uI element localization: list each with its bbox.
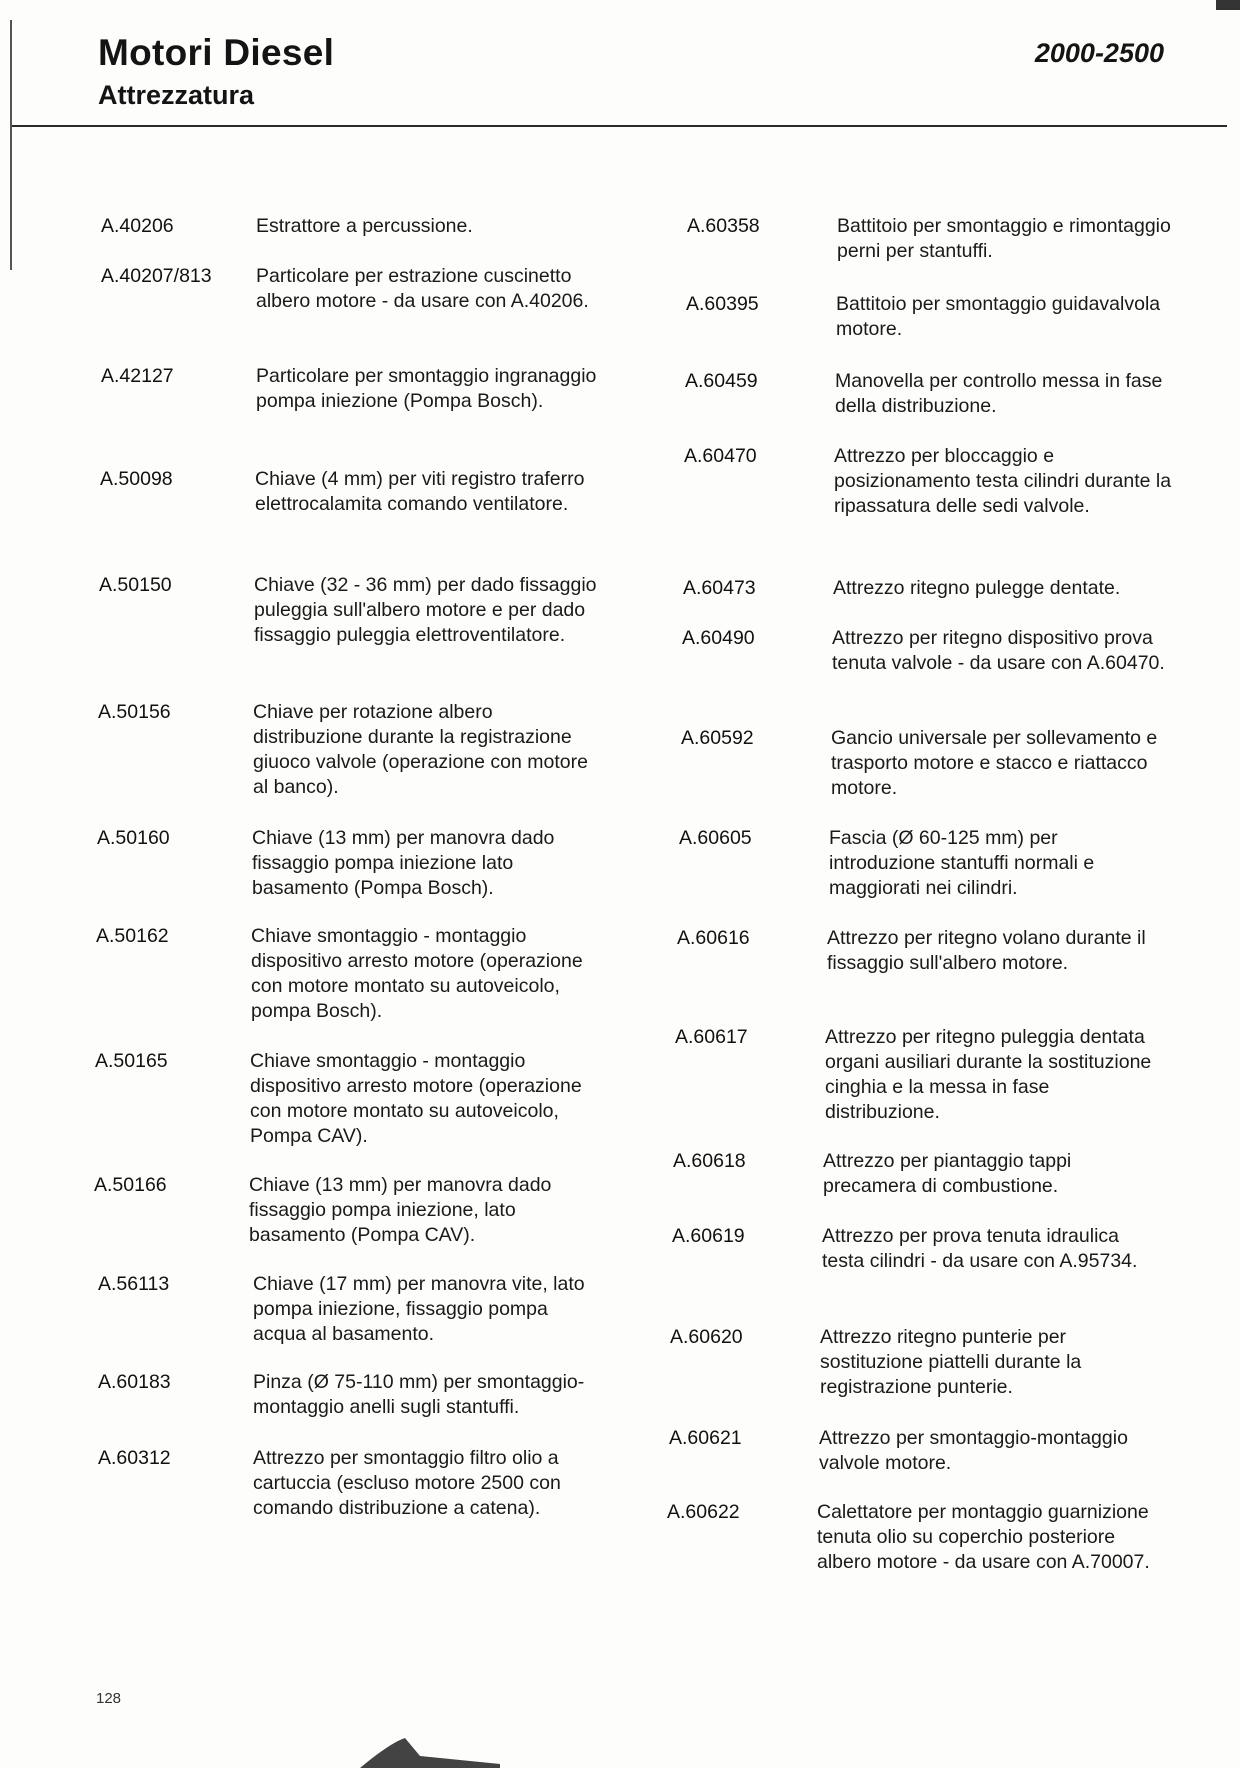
tool-description: Battitoio per smontaggio e rimontaggio perni per stantuffi. (837, 215, 1171, 262)
tool-description: Chiave smontaggio - montaggio dispositivo arresto motore (operazione con motore montato su autoveicolo, pompa Bosch). (251, 925, 583, 1022)
tool-description: Manovella per controllo messa in fase della distribuzione. (835, 370, 1163, 417)
header-divider (12, 125, 1227, 127)
tool-code: A.60621 (669, 1427, 742, 1449)
tool-code: A.60616 (677, 927, 750, 949)
tool-code: A.50150 (99, 574, 172, 596)
tool-code: A.60473 (683, 577, 756, 599)
tool-description: Particolare per smontaggio ingranaggio pompa iniezione (Pompa Bosch). (256, 365, 597, 412)
page-number: 128 (96, 1690, 122, 1707)
tool-description: Chiave (4 mm) per viti registro traferro elettrocalamita comando ventilatore. (255, 468, 585, 515)
tool-code: A.40206 (101, 215, 174, 237)
tool-code: A.50160 (97, 827, 170, 849)
tool-description: Chiave (17 mm) per manovra vite, lato pompa iniezione, fissaggio pompa acqua al basamento. (253, 1273, 585, 1345)
tool-description: Attrezzo per ritegno dispositivo prova tenuta valvole - da usare con A.60470. (832, 627, 1165, 674)
tool-description: Attrezzo per piantaggio tappi precamera di combustione. (823, 1150, 1072, 1197)
tool-code: A.60605 (679, 827, 752, 849)
tool-description: Attrezzo ritegno punterie per sostituzione piattelli durante la registrazione punterie. (820, 1326, 1082, 1398)
scan-artifact (360, 1738, 500, 1768)
tool-description: Chiave (13 mm) per manovra dado fissaggio pompa iniezione, lato basamento (Pompa CAV). (249, 1174, 552, 1246)
tool-code: A.60592 (681, 727, 754, 749)
tool-description: Chiave per rotazione albero distribuzione durante la registrazione giuoco valvole (operazione con motore al banco). (253, 701, 588, 798)
scan-edge-line (10, 20, 12, 270)
tool-description: Estrattore a percussione. (256, 215, 473, 237)
tool-description: Particolare per estrazione cuscinetto albero motore - da usare con A.40206. (256, 265, 589, 312)
tool-code: A.60622 (667, 1501, 740, 1523)
tool-description: Attrezzo per bloccaggio e posizionamento testa cilindri durante la ripassatura delle sedi valvole. (834, 445, 1172, 517)
tool-description: Calettatore per montaggio guarnizione tenuta olio su coperchio posteriore albero motore - da usare con A.70007. (817, 1501, 1150, 1573)
scan-corner-mark (1216, 0, 1240, 10)
tool-code: A.40207/813 (101, 265, 212, 287)
tool-code: A.50166 (94, 1174, 167, 1196)
tool-description: Battitoio per smontaggio guidavalvola motore. (836, 293, 1161, 340)
tool-code: A.60490 (682, 627, 755, 649)
tool-code: A.60470 (684, 445, 757, 467)
tool-code: A.50156 (98, 701, 171, 723)
tool-code: A.50165 (95, 1050, 168, 1072)
tool-description: Chiave (32 - 36 mm) per dado fissaggio puleggia sull'albero motore e per dado fissaggio puleggia elettroventilatore. (254, 574, 597, 646)
tool-description: Attrezzo ritegno pulegge dentate. (833, 577, 1121, 599)
tool-code: A.42127 (101, 365, 174, 387)
tool-code: A.60358 (687, 215, 760, 237)
tool-code: A.60183 (98, 1371, 171, 1393)
tool-description: Chiave smontaggio - montaggio dispositivo arresto motore (operazione con motore montato su autoveicolo, Pompa CAV). (250, 1050, 582, 1147)
page-subtitle: Attrezzatura (98, 80, 255, 110)
tool-description: Fascia (Ø 60-125 mm) per introduzione stantuffi normali e maggiorati nei cilindri. (829, 827, 1095, 899)
tool-code: A.56113 (98, 1273, 170, 1295)
tool-code: A.60620 (670, 1326, 743, 1348)
tool-description: Attrezzo per smontaggio-montaggio valvole motore. (819, 1427, 1128, 1474)
tool-code: A.50098 (100, 468, 173, 490)
tool-description: Attrezzo per prova tenuta idraulica testa cilindri - da usare con A.95734. (822, 1225, 1138, 1272)
tool-description: Gancio universale per sollevamento e trasporto motore e stacco e riattacco motore. (831, 727, 1158, 799)
tool-code: A.50162 (96, 925, 169, 947)
model-range: 2000-2500 (1034, 38, 1164, 68)
page-title: Motori Diesel (98, 32, 335, 73)
tool-code: A.60617 (675, 1026, 748, 1048)
tool-description: Attrezzo per ritegno volano durante il fissaggio sull'albero motore. (827, 927, 1146, 974)
tool-description: Attrezzo per smontaggio filtro olio a cartuccia (escluso motore 2500 con comando distribuzione a catena). (253, 1447, 561, 1519)
tool-description: Attrezzo per ritegno puleggia dentata organi ausiliari durante la sostituzione cinghia e la messa in fase distribuzione. (825, 1026, 1152, 1123)
tool-code: A.60459 (685, 370, 758, 392)
tool-code: A.60312 (98, 1447, 171, 1469)
tool-code: A.60395 (686, 293, 759, 315)
tool-code: A.60619 (672, 1225, 745, 1247)
tool-code: A.60618 (673, 1150, 746, 1172)
tool-description: Pinza (Ø 75-110 mm) per smontaggio-montaggio anelli sugli stantuffi. (253, 1371, 585, 1418)
tool-description: Chiave (13 mm) per manovra dado fissaggio pompa iniezione lato basamento (Pompa Bosch). (252, 827, 555, 899)
